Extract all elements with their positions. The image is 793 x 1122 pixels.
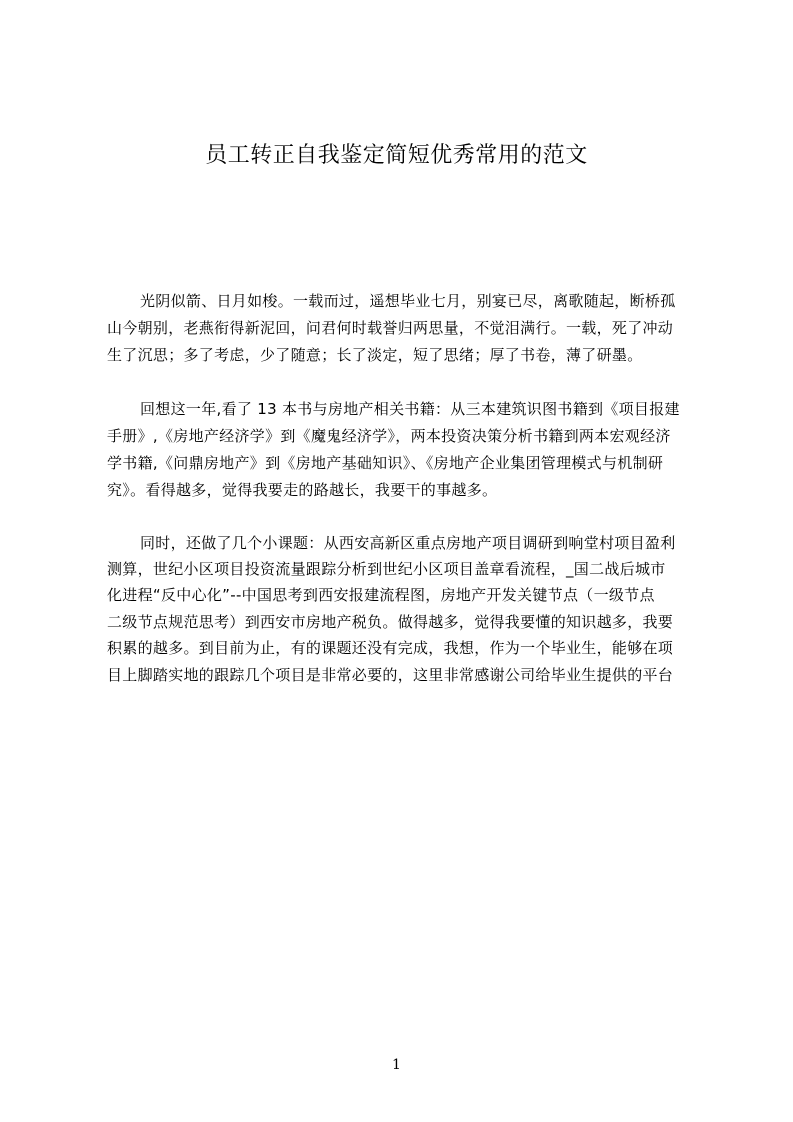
paragraph-3-line-6: 目上脚踏实地的跟踪几个项目是非常必要的，这里非常感谢公司给毕业生提供的平台 [107,666,674,684]
paragraph-3-line-2: 测算，世纪小区项目投资流量跟踪分析到世纪小区项目盖章看流程，_国二战后城市 [107,560,666,578]
document-title: 员工转正自我鉴定简短优秀常用的范文 [205,143,588,168]
paragraph-1-line-2: 山今朝别，老燕衔得新泥回，问君何时载誉归两思量，不觉泪满行。一载，死了冲动 [107,319,674,337]
paragraph-1-line-3: 生了沉思；多了考虑，少了随意；长了淡定，短了思绪；厚了书卷，薄了研墨。 [107,346,643,364]
paragraph-3-line-5: 积累的越多。到目前为止，有的课题还没有完成，我想，作为一个毕业生，能够在项 [107,639,674,657]
paragraph-2-line-1: 回想这一年,看了 13 本书与房地产相关书籍：从三本建筑识图书籍到《项目报建 [140,400,680,418]
paragraph-2-line-4: 究》。看得越多，觉得我要走的路越长，我要干的事越多。 [107,481,498,499]
paragraph-2-line-2: 手册》,《房地产经济学》到《魔鬼经济学》，两本投资决策分析书籍到两本宏观经济 [107,427,671,445]
paragraph-3-line-1: 同时，还做了几个小课题：从西安高新区重点房地产项目调研到响堂村项目盈利 [140,534,676,552]
paragraph-1-line-1: 光阴似箭、日月如梭。一载而过，遥想毕业七月，别宴已尽，离歌随起，断桥孤 [140,292,676,310]
paragraph-2-line-3: 学书籍,《问鼎房地产》到《房地产基础知识》、《房地产企业集团管理模式与机制研 [107,454,664,472]
paragraph-3-line-3: 化进程“反中心化”--中国思考到西安报建流程图，房地产开发关键节点（一级节点 [107,586,655,604]
paragraph-3-line-4: 二级节点规范思考）到西安市房地产税负。做得越多，觉得我要懂的知识越多，我要 [107,613,674,631]
page-number: 1 [392,1057,401,1073]
